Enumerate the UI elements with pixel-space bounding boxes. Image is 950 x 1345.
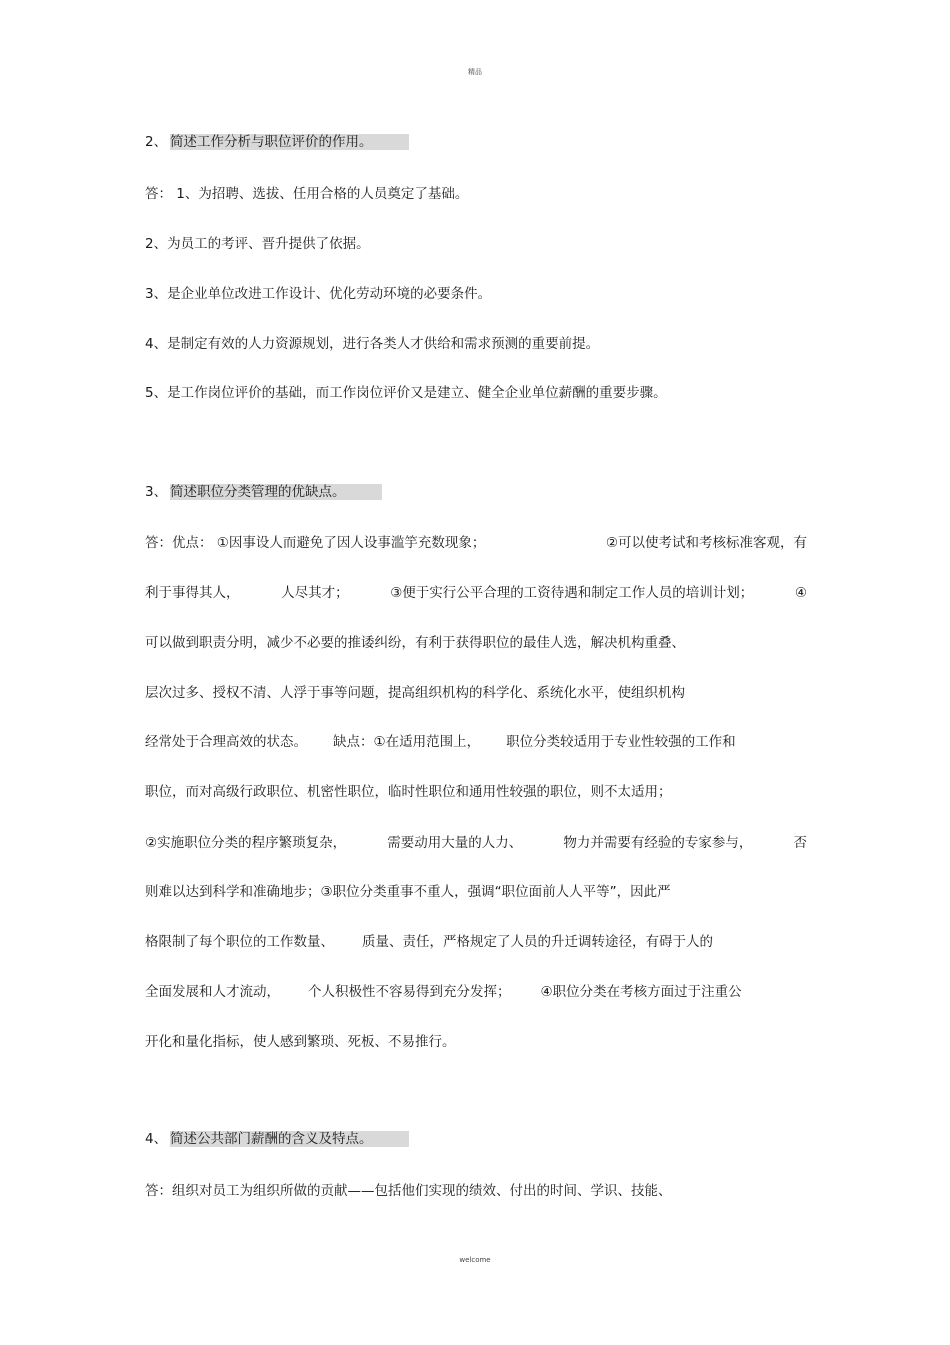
- text-segment: ②实施职位分类的程序繁琐复杂，: [145, 835, 347, 851]
- answer-line: [145, 833, 807, 853]
- question-3-heading: [145, 479, 382, 505]
- text-segment: 答：优点： ①因事设人而避免了因人设事滥竽充数现象；: [145, 535, 486, 551]
- answer-line: 职位，而对高级行政职位、机密性职位，临时性职位和通用性较强的职位，则不太适用；: [145, 784, 672, 800]
- text-segment: 需要动用大量的人力、: [387, 835, 523, 851]
- answer-line: 4、是制定有效的人力资源规划，进行各类人才供给和需求预测的重要前提。: [145, 336, 600, 352]
- question-title: 简述公共部门薪酬的含义及特点。: [170, 1131, 409, 1147]
- answer-line: 则难以达到科学和准确地步；③职位分类重事不重人，强调“职位面前人人平等”，因此严: [145, 884, 671, 900]
- question-title: 简述职位分类管理的优缺点。: [170, 484, 382, 500]
- question-number: 4、: [145, 1131, 168, 1147]
- answer-line: [145, 982, 825, 1002]
- question-number: 3、: [145, 484, 168, 500]
- text-segment: ④: [794, 585, 807, 601]
- answer-line: [145, 533, 807, 553]
- answer-line: [145, 732, 825, 752]
- text-segment: 缺点：①在适用范围上，: [333, 734, 481, 750]
- text-segment: 经常处于合理高效的状态。: [145, 734, 307, 750]
- answer-line: 答：组织对员工为组织所做的贡献——包括他们实现的绩效、付出的时间、学识、技能、: [145, 1183, 672, 1199]
- text-segment: 人尽其才；: [281, 585, 349, 601]
- question-4-heading: [145, 1126, 409, 1152]
- page-footer: welcome: [459, 1256, 491, 1264]
- answer-line: [145, 932, 825, 952]
- answer-line: [145, 583, 807, 603]
- text-segment: 个人积极性不容易得到充分发挥；: [308, 984, 511, 1000]
- text-segment: ④职位分类在考核方面过于注重公: [540, 984, 742, 1000]
- page-header: 精品: [468, 68, 482, 76]
- question-2-heading: [145, 129, 409, 155]
- text-segment: ②可以使考试和考核标准客观，有: [605, 535, 807, 551]
- question-number: 2、: [145, 134, 168, 150]
- answer-line: 2、为员工的考评、晋升提供了依据。: [145, 236, 370, 252]
- question-title: 简述工作分析与职位评价的作用。: [170, 134, 409, 150]
- answer-line: 5、是工作岗位评价的基础，而工作岗位评价又是建立、健全企业单位薪酬的重要步骤。: [145, 385, 667, 401]
- text-segment: ③便于实行公平合理的工资待遇和制定工作人员的培训计划；: [390, 585, 754, 601]
- text-segment: 物力并需要有经验的专家参与，: [563, 835, 753, 851]
- answer-line: 可以做到职责分明，减少不必要的推诿纠纷，有利于获得职位的最佳人选，解决机构重叠、: [145, 635, 685, 651]
- text-segment: 利于事得其人，: [145, 585, 240, 601]
- text-segment: 否: [793, 835, 807, 851]
- answer-line: 开化和量化指标，使人感到繁琐、死板、不易推行。: [145, 1034, 456, 1050]
- answer-line: 3、是企业单位改进工作设计、优化劳动环境的必要条件。: [145, 286, 492, 302]
- text-segment: 格限制了每个职位的工作数量、: [145, 934, 334, 950]
- text-segment: 全面发展和人才流动，: [145, 984, 280, 1000]
- text-segment: 职位分类较适用于专业性较强的工作和: [506, 734, 736, 750]
- text-segment: 质量、责任，严格规定了人员的升迁调转途径，有碍于人的: [362, 934, 713, 950]
- answer-line: 层次过多、授权不清、人浮于事等问题，提高组织机构的科学化、系统化水平，使组织机构: [145, 685, 685, 701]
- answer-line: 答： 1、为招聘、选拔、任用合格的人员奠定了基础。: [145, 186, 469, 202]
